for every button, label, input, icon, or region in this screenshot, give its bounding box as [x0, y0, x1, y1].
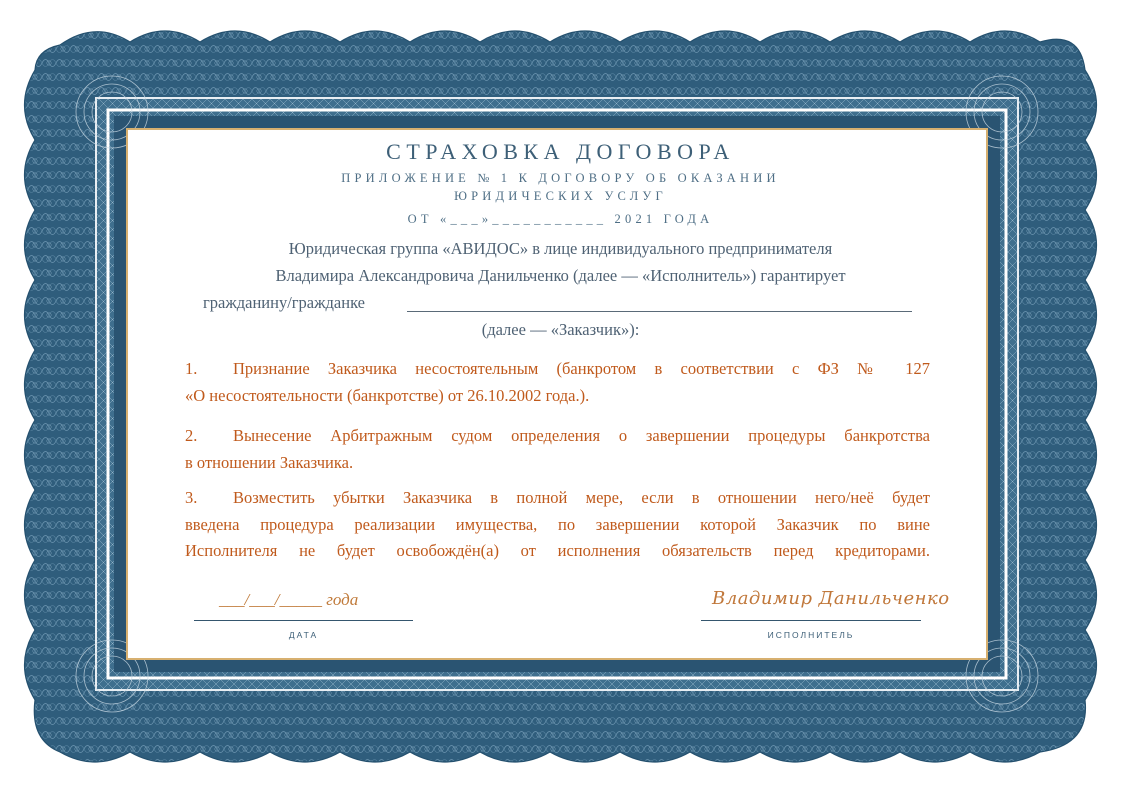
executor-label: ИСПОЛНИТЕЛЬ: [767, 630, 855, 640]
clause-number: 1.: [185, 359, 198, 378]
intro-line-3: гражданину/гражданке: [203, 293, 366, 312]
clause-2: [185, 423, 930, 476]
date-line: [194, 620, 413, 621]
certificate-date-line: ОТ «___»___________ 2021 ГОДА: [407, 212, 714, 226]
clause-text: Вынесение Арбитражным судом определения о завершении процедуры банкротства: [233, 426, 930, 445]
clause-text: «О несостоятельности (банкротстве) от 26.10.2002 года.).: [185, 385, 590, 405]
intro-line-2: Владимира Александровича Данильченко (далее — «Исполнитель») гарантирует: [275, 266, 846, 285]
clause-text: введена процедура реализации имущества, по завершении которой Заказчик по вине: [185, 514, 930, 534]
intro-line-4: (далее — «Заказчик»):: [481, 320, 640, 339]
customer-name-line: [407, 311, 912, 312]
clause-1: [185, 356, 930, 409]
clause-number: 3.: [185, 488, 198, 507]
intro-line-1: Юридическая группа «АВИДОС» в лице индивидуального предпринимателя: [288, 239, 833, 258]
date-label: ДАТА: [288, 630, 319, 640]
certificate-subtitle-line2: ЮРИДИЧЕСКИХ УСЛУГ: [454, 189, 667, 203]
executor-line: [701, 620, 921, 621]
certificate-subtitle-line1: ПРИЛОЖЕНИЕ № 1 К ДОГОВОРУ ОБ ОКАЗАНИИ: [341, 171, 780, 185]
clause-3: [185, 485, 930, 565]
date-fill-field: ___/___/_____ года: [219, 590, 359, 609]
certificate-title: СТРАХОВКА ДОГОВОРА: [386, 139, 735, 164]
clause-text: Возместить убытки Заказчика в полной мере, если в отношении него/неё будет: [233, 488, 930, 507]
clause-number: 2.: [185, 426, 198, 445]
clause-text: Исполнителя не будет освобождён(а) от исполнения обязательств перед кредиторами.: [185, 541, 930, 560]
clause-text: Признание Заказчика несостоятельным (банкротом в соответствии с ФЗ № 127: [233, 359, 930, 378]
clause-text: в отношении Заказчика.: [185, 452, 354, 472]
executor-signature: Владимир Данильченко: [712, 588, 950, 609]
